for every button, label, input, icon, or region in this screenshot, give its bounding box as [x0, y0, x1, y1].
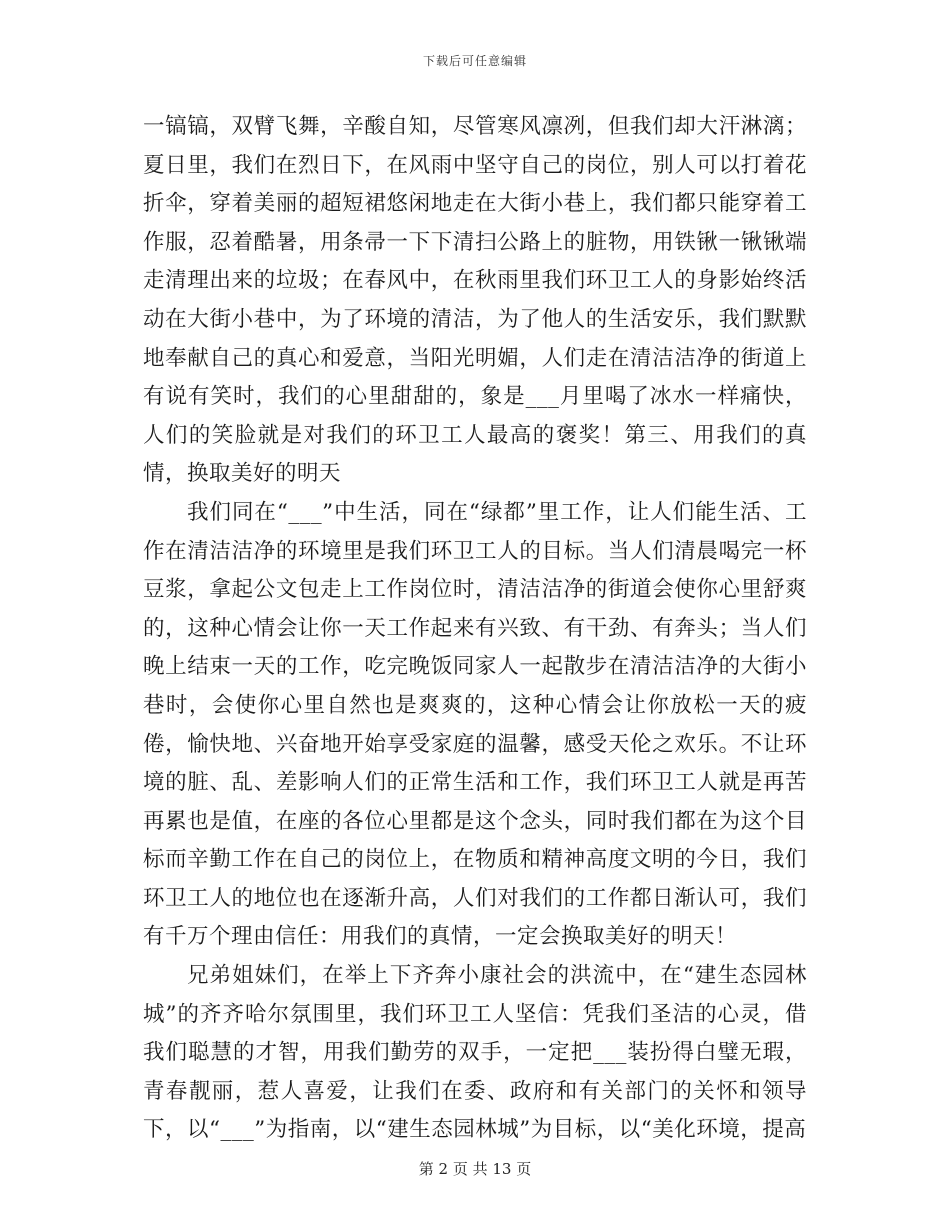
- paragraph-3: 兄弟姐妹们，在举上下齐奔小康社会的洪流中，在“建生态园林城”的齐齐哈尔氛围里，我们环卫工人坚信：凭我们圣洁的心灵，借我们聪慧的才智，用我们勤劳的双手，一定把___装扮得白璧无瑕，青春靓丽，惹人喜爱，让我们在委、政府和有关部门的关怀和领导下，以“___”为指南，以“建生态园林城”为目标，以“美化环境，提高: [143, 963, 807, 1143]
- paragraph-1: 一镐镐，双臂飞舞，辛酸自知，尽管寒风凛冽，但我们却大汗淋漓；夏日里，我们在烈日下，在风雨中坚守自己的岗位，别人可以打着花折伞，穿着美丽的超短裙悠闲地走在大街小巷上，我们都只能穿着工作服，忍着酷暑，用条帚一下下清扫公路上的脏物，用铁锹一锹锹端走清理出来的垃圾；在春风中，在秋雨里我们环卫工人的身影始终活动在大街小巷中，为了环境的清洁，为了他人的生活安乐，我们默默地奉献自己的真心和爱意，当阳光明媚，人们走在清洁洁净的街道上有说有笑时，我们的心里甜甜的，象是___月里喝了冰水一样痛快，人们的笑脸就是对我们的环卫工人最高的褒奖！第三、用我们的真情，换取美好的明天: [143, 114, 807, 487]
- document-body: [143, 108, 807, 1150]
- paragraph-2: 我们同在“___”中生活，同在“绿都”里工作，让人们能生活、工作在清洁洁净的环境里是我们环卫工人的目标。当人们清晨喝完一杯豆浆，拿起公文包走上工作岗位时，清洁洁净的街道会使你心里舒爽的，这种心情会让你一天工作起来有兴致、有干劲、有奔头；当人们晚上结束一天的工作，吃完晚饭同家人一起散步在清洁洁净的大街小巷时，会使你心里自然也是爽爽的，这种心情会让你放松一天的疲倦，愉快地、兴奋地开始享受家庭的温馨，感受天伦之欢乐。不让环境的脏、乱、差影响人们的正常生活和工作，我们环卫工人就是再苦再累也是值，在座的各位心里都是这个念头，同时我们都在为这个目标而辛勤工作在自己的岗位上，在物质和精神高度文明的今日，我们环卫工人的地位也在逐渐升高，人们对我们的工作都日渐认可，我们有千万个理由信任：用我们的真情，一定会换取美好的明天！: [143, 499, 807, 950]
- page-header: 下载后可任意编辑: [422, 54, 527, 68]
- page-footer: 第 2 页 共 13 页: [418, 1160, 532, 1178]
